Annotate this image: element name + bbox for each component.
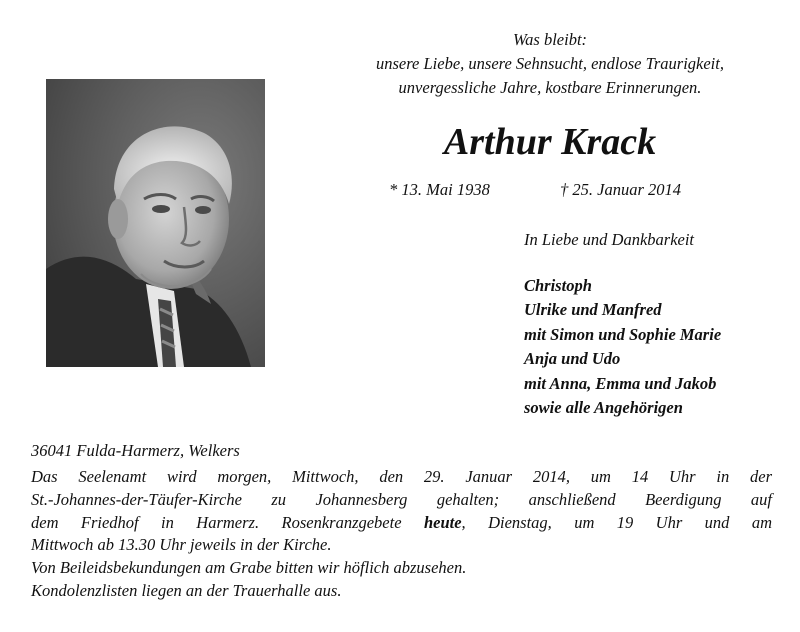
family-member: sowie alle Angehörigen xyxy=(524,398,683,418)
family-member: Anja und Udo xyxy=(524,349,621,369)
family-member: mit Anna, Emma und Jakob xyxy=(524,373,717,393)
family-member: Christoph xyxy=(524,276,592,295)
poem-line: Was bleibt: xyxy=(512,30,588,49)
notice-emphasis: heute xyxy=(423,512,462,532)
funeral-notice xyxy=(31,466,772,603)
birth-date: * 13. Mai 1938 xyxy=(389,180,490,199)
family-member: Ulrike und Manfred xyxy=(524,300,662,320)
notice-text: dem Friedhof in Harmerz. Rosenkranzgebete xyxy=(31,512,424,532)
poem-line: unvergessliche Jahre, kostbare Erinnerungen. xyxy=(398,78,702,97)
notice-line: St.-Johannes-der-Täufer-Kirche zu Johannesberg gehalten; anschließend Beerdigung auf xyxy=(31,489,772,509)
address-line: 36041 Fulda-Harmerz, Welkers xyxy=(31,441,240,460)
dedication: In Liebe und Dankbarkeit xyxy=(524,230,695,249)
death-date: † 25. Januar 2014 xyxy=(560,180,681,199)
notice-line: Mittwoch ab 13.30 Uhr jeweils in der Kirche. xyxy=(31,535,332,555)
notice-line: Von Beileidsbekundungen am Grabe bitten wir höflich abzusehen. xyxy=(31,558,467,578)
notice-text: , Dienstag, um 19 Uhr und am xyxy=(461,512,772,532)
poem xyxy=(300,28,800,100)
family-list xyxy=(524,274,721,420)
deceased-name: Arthur Krack xyxy=(443,121,657,163)
notice-line: Kondolenzlisten liegen an der Trauerhalle aus. xyxy=(31,580,342,600)
notice-line: Das Seelenamt wird morgen, Mittwoch, den 29. Januar 2014, um 14 Uhr in der xyxy=(31,467,772,486)
notice-line xyxy=(31,512,772,535)
family-member: mit Simon und Sophie Marie xyxy=(524,324,722,344)
poem-line: unsere Liebe, unsere Sehnsucht, endlose Traurigkeit, xyxy=(376,54,724,73)
portrait-photo xyxy=(46,79,265,367)
